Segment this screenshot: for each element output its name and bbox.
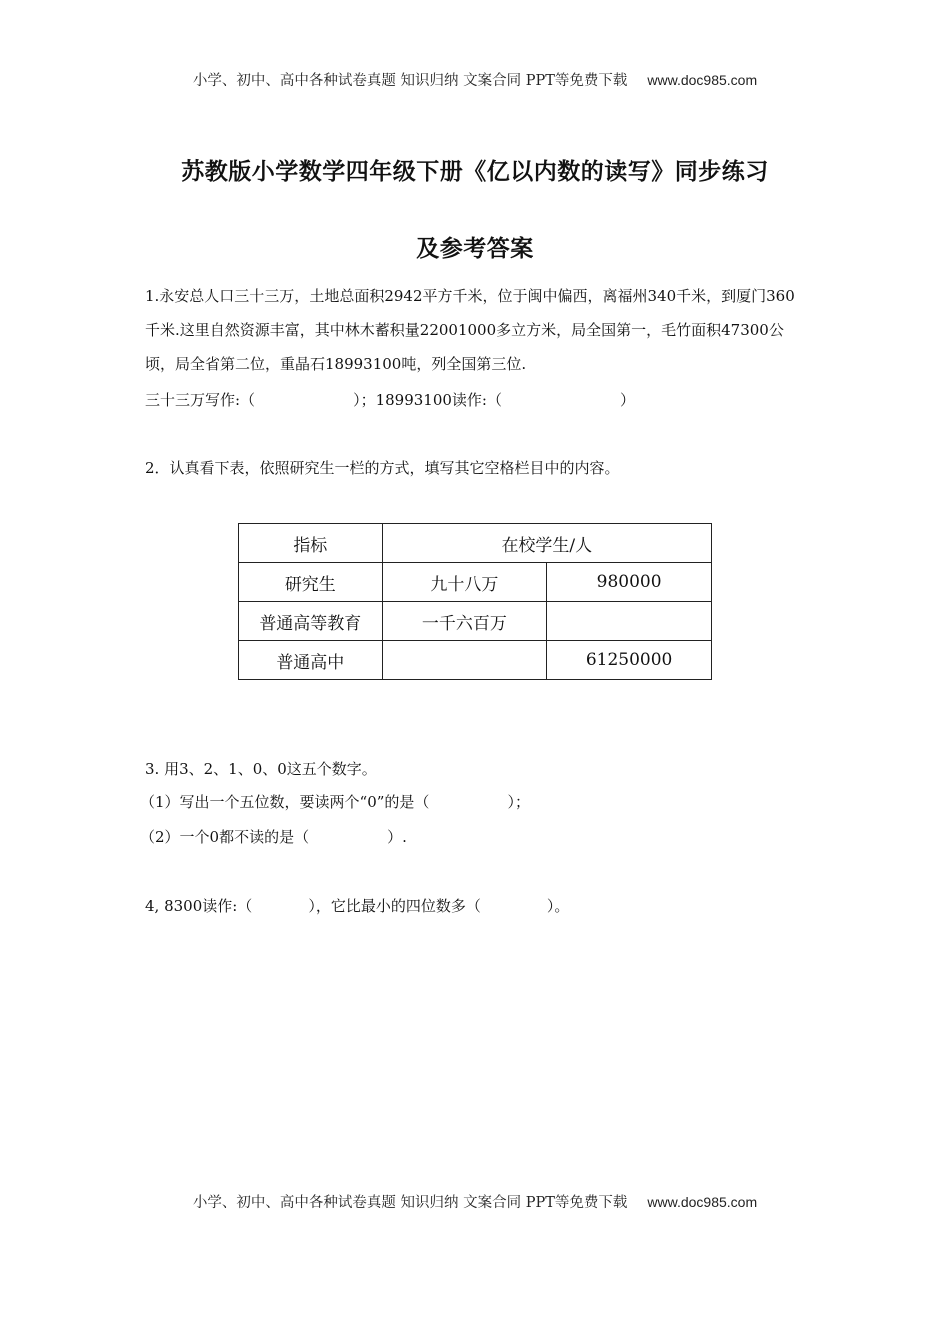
table-cell: 980000 [547,563,712,602]
page-header [0,69,950,90]
q4-prompt-c: ）。 [546,897,570,915]
q1-prompt-a: 三十三万写作:（ [145,391,256,409]
footer-url[interactable]: www.doc985.com [647,1194,758,1210]
table-cell: 普通高中 [239,641,383,680]
q3-sub2-end: ）. [387,828,407,846]
table-header-row [239,524,712,563]
question-3-text: 3. 用3、2、1、0、0这五个数字。 [145,760,377,778]
table-cell: 61250000 [547,641,712,680]
page-footer [0,1191,950,1212]
q3-sub1-prompt: （1）写出一个五位数，要读两个“0”的是（ [140,793,430,811]
q4-prompt-b: ），它比最小的四位数多（ [308,897,481,915]
table-cell: 九十八万 [382,563,547,602]
table-row [239,641,712,680]
header-url[interactable]: www.doc985.com [647,72,758,88]
question-2-text: 2．认真看下表，依照研究生一栏的方式，填写其它空格栏目中的内容。 [145,459,620,477]
student-table [238,523,712,680]
table-cell: 普通高等教育 [239,602,383,641]
q3-sub2-prompt: （2）一个0都不读的是（ [140,828,310,846]
table-row [239,602,712,641]
q1-prompt-end: ） [619,391,635,409]
question-3-sub-1 [140,791,530,812]
question-1-blanks [145,389,635,410]
q4-prompt-a: 4, 8300读作:（ [145,897,253,915]
document-title: 苏教版小学数学四年级下册《亿以内数的读写》同步练习 [181,159,769,185]
q3-sub1-end: ）； [507,793,530,811]
question-3-sub-2 [140,826,407,847]
header-text: 小学、初中、高中各种试卷真题 知识归纳 文案合同 PPT等免费下载 [192,73,628,89]
table-cell: 一千六百万 [382,602,547,641]
footer-text: 小学、初中、高中各种试卷真题 知识归纳 文案合同 PPT等免费下载 [192,1195,628,1211]
table-cell: 研究生 [239,563,383,602]
question-4 [145,895,569,916]
q1-prompt-mid: ）；18993100读作:（ [353,391,502,409]
table-cell-blank[interactable] [547,602,712,641]
table-header-cell: 指标 [239,524,383,563]
table-row [239,563,712,602]
table-cell-blank[interactable] [382,641,547,680]
document-subtitle: 及参考答案 [416,236,534,262]
question-1-paragraph: 1.永安总人口三十三万，土地总面积2942平方千米，位于闽中偏西，离福州340千米，到厦门360千米.这里自然资源丰富，其中林木蓄积量22001000多立方米，局全国第一，毛竹面积47300公顷，局全省第二位，重晶石18993100吨，列全国第三位. [145,287,795,373]
table-header-cell: 在校学生/人 [382,524,711,563]
